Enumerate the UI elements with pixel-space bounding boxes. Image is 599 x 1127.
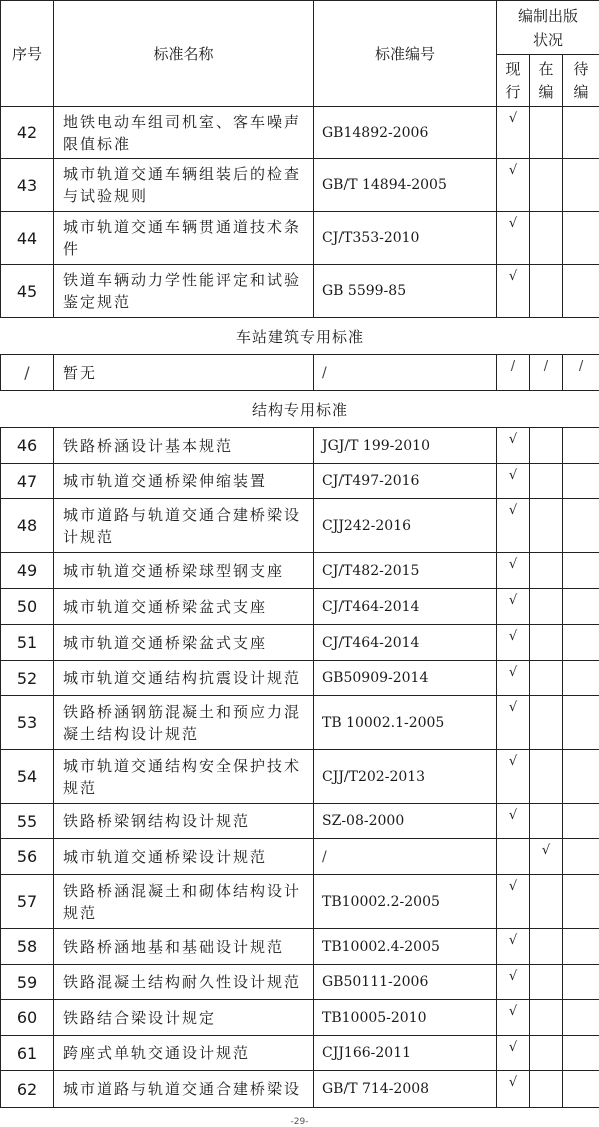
row-number: 52 <box>1 661 54 696</box>
current-mark: / <box>497 355 530 391</box>
table-row <box>1 553 599 589</box>
table-row <box>1 107 599 159</box>
standard-name: 城市轨道交通桥梁设计规范 <box>54 839 314 875</box>
row-number: 56 <box>1 839 54 875</box>
vehicle-rows <box>1 107 599 318</box>
name-header: 标准名称 <box>54 1 314 107</box>
standard-name: 城市轨道交通桥梁伸缩装置 <box>54 464 314 499</box>
seq-header: 序号 <box>1 1 54 107</box>
editing-mark: √ <box>530 839 563 875</box>
row-number: 54 <box>1 750 54 804</box>
current-mark: √ <box>497 804 530 839</box>
row-number: 62 <box>1 1071 54 1108</box>
editing-mark <box>530 625 563 661</box>
standard-name: 跨座式单轨交通设计规范 <box>54 1036 314 1071</box>
page-number: -29- <box>0 1117 599 1127</box>
row-number: 42 <box>1 107 54 159</box>
pending-mark <box>563 1000 599 1036</box>
standard-code: TB 10002.1-2005 <box>314 696 497 750</box>
pending-header <box>563 55 599 107</box>
pending-mark <box>563 750 599 804</box>
standard-code: GB/T 14894-2005 <box>314 159 497 212</box>
editing-mark <box>530 965 563 1000</box>
pending-mark <box>563 464 599 499</box>
standard-code: SZ-08-2000 <box>314 804 497 839</box>
section-row-station <box>1 318 599 355</box>
table-row <box>1 159 599 212</box>
table-row <box>1 875 599 929</box>
pending-mark <box>563 696 599 750</box>
standard-name: 城市轨道交通车辆组装后的检查与试验规则 <box>54 159 314 212</box>
standard-name: 铁路桥梁钢结构设计规范 <box>54 804 314 839</box>
row-number: 45 <box>1 265 54 318</box>
row-number: 47 <box>1 464 54 499</box>
row-number: 44 <box>1 212 54 265</box>
row-number: 61 <box>1 1036 54 1071</box>
section-title-structure: 结构专用标准 <box>1 391 599 428</box>
row-number: 48 <box>1 499 54 553</box>
current-mark: √ <box>497 428 530 464</box>
editing-mark <box>530 804 563 839</box>
editing-mark <box>530 212 563 265</box>
standard-code: GB50909-2014 <box>314 661 497 696</box>
current-mark: √ <box>497 750 530 804</box>
standard-name: 城市道路与轨道交通合建桥梁设 <box>54 1071 314 1108</box>
pending-header-line1: 待 <box>563 58 599 81</box>
row-number: 60 <box>1 1000 54 1036</box>
table-row <box>1 839 599 875</box>
editing-mark <box>530 661 563 696</box>
standard-code: CJJ242-2016 <box>314 499 497 553</box>
standard-name: 城市轨道交通桥梁盆式支座 <box>54 589 314 625</box>
pending-mark <box>563 1036 599 1071</box>
pending-mark <box>563 965 599 1000</box>
standard-name: 铁路混凝土结构耐久性设计规范 <box>54 965 314 1000</box>
row-number: 59 <box>1 965 54 1000</box>
current-mark <box>497 839 530 875</box>
editing-mark <box>530 875 563 929</box>
pending-mark <box>563 553 599 589</box>
editing-mark <box>530 553 563 589</box>
table-row <box>1 428 599 464</box>
standard-name: 城市道路与轨道交通合建桥梁设计规范 <box>54 499 314 553</box>
pending-mark <box>563 265 599 318</box>
standard-code: GB/T 714-2008 <box>314 1071 497 1108</box>
standard-name: 城市轨道交通桥梁盆式支座 <box>54 625 314 661</box>
current-mark: √ <box>497 107 530 159</box>
pending-mark <box>563 1071 599 1108</box>
row-number: 51 <box>1 625 54 661</box>
pending-mark <box>563 428 599 464</box>
editing-mark <box>530 1036 563 1071</box>
pending-mark <box>563 929 599 965</box>
standard-code: GB14892-2006 <box>314 107 497 159</box>
editing-mark <box>530 750 563 804</box>
standard-name: 城市轨道交通桥梁球型钢支座 <box>54 553 314 589</box>
section-row-structure <box>1 391 599 428</box>
section-title-station: 车站建筑专用标准 <box>1 318 599 355</box>
current-mark: √ <box>497 499 530 553</box>
current-mark: √ <box>497 965 530 1000</box>
standard-code: CJ/T464-2014 <box>314 589 497 625</box>
current-mark: √ <box>497 159 530 212</box>
row-number: 49 <box>1 553 54 589</box>
table-row <box>1 965 599 1000</box>
standard-name: 铁道车辆动力学性能评定和试验鉴定规范 <box>54 265 314 318</box>
row-number: 53 <box>1 696 54 750</box>
pending-mark <box>563 875 599 929</box>
code-header: 标准编号 <box>314 1 497 107</box>
current-mark: √ <box>497 1071 530 1108</box>
standard-code: GB 5599-85 <box>314 265 497 318</box>
current-mark: √ <box>497 464 530 499</box>
current-mark: √ <box>497 875 530 929</box>
table-row <box>1 589 599 625</box>
standard-code: CJ/T353-2010 <box>314 212 497 265</box>
pending-mark <box>563 589 599 625</box>
editing-header-line2: 编 <box>530 81 562 104</box>
editing-header <box>530 55 563 107</box>
current-mark: √ <box>497 265 530 318</box>
table-row <box>1 1000 599 1036</box>
standard-code: TB10002.4-2005 <box>314 929 497 965</box>
pending-mark <box>563 804 599 839</box>
table-row <box>1 1036 599 1071</box>
current-header <box>497 55 530 107</box>
table-row <box>1 661 599 696</box>
standard-code: CJ/T464-2014 <box>314 625 497 661</box>
editing-header-line1: 在 <box>530 58 562 81</box>
standard-name: 城市轨道交通车辆贯通道技术条件 <box>54 212 314 265</box>
row-number: 50 <box>1 589 54 625</box>
status-header-line1: 编制出版 <box>497 4 599 28</box>
row-number: / <box>1 355 54 391</box>
current-mark: √ <box>497 212 530 265</box>
current-mark: √ <box>497 1036 530 1071</box>
standard-name: 城市轨道交通结构抗震设计规范 <box>54 661 314 696</box>
table-row <box>1 696 599 750</box>
standard-name: 铁路结合梁设计规定 <box>54 1000 314 1036</box>
current-mark: √ <box>497 553 530 589</box>
editing-mark <box>530 1071 563 1108</box>
standard-name: 铁路桥涵钢筋混凝土和预应力混凝土结构设计规范 <box>54 696 314 750</box>
current-mark: √ <box>497 1000 530 1036</box>
pending-mark <box>563 661 599 696</box>
standard-code: / <box>314 839 497 875</box>
table-row <box>1 212 599 265</box>
editing-mark <box>530 107 563 159</box>
standard-code: CJ/T497-2016 <box>314 464 497 499</box>
table-row <box>1 499 599 553</box>
current-mark: √ <box>497 661 530 696</box>
row-number: 55 <box>1 804 54 839</box>
row-number: 57 <box>1 875 54 929</box>
standard-name: 铁路桥涵地基和基础设计规范 <box>54 929 314 965</box>
standard-code: TB10002.2-2005 <box>314 875 497 929</box>
current-mark: √ <box>497 696 530 750</box>
standard-name: 城市轨道交通结构安全保护技术规范 <box>54 750 314 804</box>
pending-mark <box>563 107 599 159</box>
table-row <box>1 750 599 804</box>
standard-code: / <box>314 355 497 391</box>
pending-mark: / <box>563 355 599 391</box>
table-row <box>1 1071 599 1108</box>
editing-mark <box>530 464 563 499</box>
status-header-line2: 状况 <box>497 28 599 52</box>
current-header-line1: 现 <box>497 58 529 81</box>
table-row <box>1 625 599 661</box>
editing-mark <box>530 265 563 318</box>
pending-mark <box>563 839 599 875</box>
standard-code: CJ/T482-2015 <box>314 553 497 589</box>
standard-name: 铁路桥涵设计基本规范 <box>54 428 314 464</box>
pending-mark <box>563 159 599 212</box>
editing-mark <box>530 499 563 553</box>
standard-code: GB50111-2006 <box>314 965 497 1000</box>
table-row <box>1 804 599 839</box>
table-row-station-none <box>1 355 599 391</box>
current-header-line2: 行 <box>497 81 529 104</box>
current-mark: √ <box>497 625 530 661</box>
structure-rows <box>1 428 599 1108</box>
editing-mark <box>530 929 563 965</box>
status-header <box>497 1 599 55</box>
pending-header-line2: 编 <box>563 81 599 104</box>
table-row <box>1 464 599 499</box>
table-row <box>1 265 599 318</box>
row-number: 46 <box>1 428 54 464</box>
editing-mark <box>530 589 563 625</box>
table-row <box>1 929 599 965</box>
standard-name: 铁路桥涵混凝土和砌体结构设计规范 <box>54 875 314 929</box>
current-mark: √ <box>497 929 530 965</box>
standard-code: JGJ/T 199-2010 <box>314 428 497 464</box>
header-row <box>1 1 599 55</box>
editing-mark <box>530 1000 563 1036</box>
standard-name: 地铁电动车组司机室、客车噪声限值标准 <box>54 107 314 159</box>
pending-mark <box>563 212 599 265</box>
current-mark: √ <box>497 589 530 625</box>
station-section <box>1 318 599 428</box>
editing-mark <box>530 159 563 212</box>
pending-mark <box>563 625 599 661</box>
editing-mark <box>530 428 563 464</box>
editing-mark: / <box>530 355 563 391</box>
standard-name: 暂无 <box>54 355 314 391</box>
row-number: 43 <box>1 159 54 212</box>
editing-mark <box>530 696 563 750</box>
standard-code: CJJ/T202-2013 <box>314 750 497 804</box>
pending-mark <box>563 499 599 553</box>
standard-code: CJJ166-2011 <box>314 1036 497 1071</box>
standard-code: TB10005-2010 <box>314 1000 497 1036</box>
row-number: 58 <box>1 929 54 965</box>
